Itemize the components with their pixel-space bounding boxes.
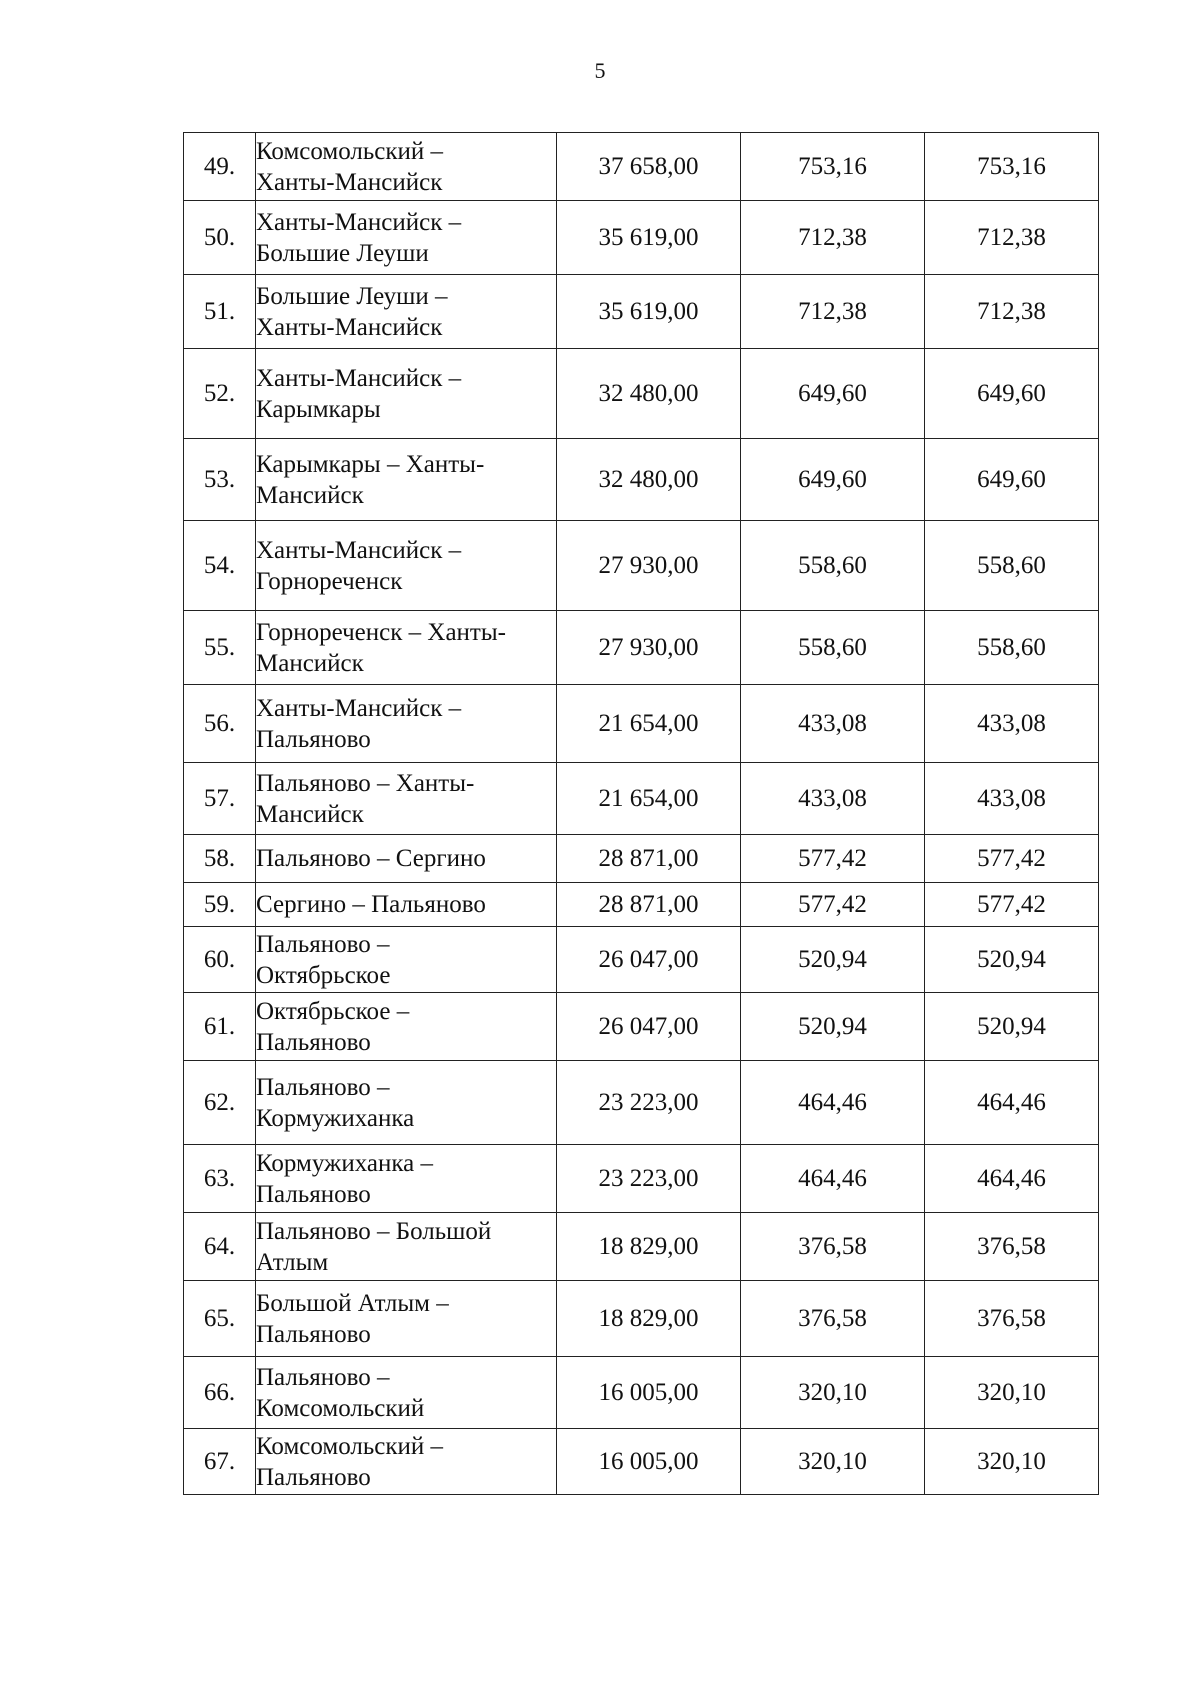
cost-value-a: 712,38 (741, 201, 925, 275)
row-number: 60. (184, 927, 256, 993)
cost-value-a: 320,10 (741, 1357, 925, 1429)
route-name (256, 1213, 557, 1281)
cost-value-b: 558,60 (925, 611, 1099, 685)
route-line: Пальяново (256, 1320, 371, 1348)
route-line: Мансийск (256, 800, 364, 828)
route-line: Пальяново – Сергино (256, 845, 486, 872)
table-row (184, 927, 1099, 993)
table-row (184, 439, 1099, 521)
total-cost: 37 658,00 (557, 133, 741, 201)
route-line: Пальяново (256, 725, 371, 753)
cost-value-b: 712,38 (925, 201, 1099, 275)
route-line: Октябрьское – (256, 997, 410, 1025)
total-cost: 16 005,00 (557, 1357, 741, 1429)
table-row (184, 521, 1099, 611)
route-name (256, 133, 557, 201)
row-number: 52. (184, 349, 256, 439)
total-cost: 35 619,00 (557, 275, 741, 349)
cost-value-a: 376,58 (741, 1281, 925, 1357)
total-cost: 35 619,00 (557, 201, 741, 275)
total-cost: 18 829,00 (557, 1213, 741, 1281)
total-cost: 21 654,00 (557, 763, 741, 835)
cost-value-a: 433,08 (741, 763, 925, 835)
route-line: Сергино – Пальяново (256, 891, 486, 918)
total-cost: 26 047,00 (557, 927, 741, 993)
cost-value-b: 376,58 (925, 1281, 1099, 1357)
cost-value-b: 520,94 (925, 927, 1099, 993)
route-line: Ханты-Мансийск – (256, 536, 462, 564)
route-line: Пальяново – (256, 930, 390, 958)
cost-value-b: 649,60 (925, 349, 1099, 439)
row-number: 50. (184, 201, 256, 275)
row-number: 51. (184, 275, 256, 349)
route-line: Ханты-Мансийск – (256, 694, 462, 722)
route-name (256, 835, 557, 883)
row-number: 62. (184, 1061, 256, 1145)
table-row (184, 201, 1099, 275)
route-line: Атлым (256, 1248, 329, 1276)
route-name (256, 1061, 557, 1145)
route-line: Кормужиханка – (256, 1149, 433, 1177)
route-name (256, 1145, 557, 1213)
total-cost: 32 480,00 (557, 349, 741, 439)
table-row (184, 133, 1099, 201)
cost-value-b: 558,60 (925, 521, 1099, 611)
route-name (256, 349, 557, 439)
cost-value-a: 577,42 (741, 835, 925, 883)
total-cost: 18 829,00 (557, 1281, 741, 1357)
total-cost: 28 871,00 (557, 835, 741, 883)
table-row (184, 1145, 1099, 1213)
total-cost: 26 047,00 (557, 993, 741, 1061)
table-row (184, 1061, 1099, 1145)
route-name (256, 439, 557, 521)
row-number: 57. (184, 763, 256, 835)
routes-table-body (184, 133, 1099, 1495)
route-line: Большие Леуши (256, 239, 429, 267)
table-row (184, 1213, 1099, 1281)
cost-value-a: 376,58 (741, 1213, 925, 1281)
route-name (256, 275, 557, 349)
route-line: Карымкары – Ханты- (256, 450, 485, 478)
route-line: Пальяново – (256, 1363, 390, 1391)
route-line: Ханты-Мансийск – (256, 208, 462, 236)
total-cost: 28 871,00 (557, 883, 741, 927)
total-cost: 27 930,00 (557, 611, 741, 685)
row-number: 49. (184, 133, 256, 201)
row-number: 65. (184, 1281, 256, 1357)
cost-value-b: 753,16 (925, 133, 1099, 201)
route-name (256, 521, 557, 611)
route-line: Пальяново (256, 1463, 371, 1491)
route-line: Пальяново – (256, 1073, 390, 1101)
table-row (184, 349, 1099, 439)
route-line: Октябрьское (256, 961, 391, 989)
route-line: Ханты-Мансийск – (256, 364, 462, 392)
row-number: 55. (184, 611, 256, 685)
route-line: Комсомольский – (256, 1432, 444, 1460)
row-number: 67. (184, 1429, 256, 1495)
route-line: Пальяново (256, 1028, 371, 1056)
route-line: Большой Атлым – (256, 1289, 449, 1317)
cost-value-a: 520,94 (741, 993, 925, 1061)
route-line: Кормужиханка (256, 1104, 415, 1132)
route-name (256, 883, 557, 927)
total-cost: 23 223,00 (557, 1061, 741, 1145)
table-row (184, 611, 1099, 685)
row-number: 58. (184, 835, 256, 883)
cost-value-b: 320,10 (925, 1429, 1099, 1495)
row-number: 56. (184, 685, 256, 763)
route-name (256, 201, 557, 275)
page-number: 5 (594, 58, 606, 83)
table-row (184, 1357, 1099, 1429)
route-name (256, 993, 557, 1061)
cost-value-a: 649,60 (741, 349, 925, 439)
cost-value-a: 464,46 (741, 1061, 925, 1145)
route-name (256, 927, 557, 993)
cost-value-b: 320,10 (925, 1357, 1099, 1429)
row-number: 53. (184, 439, 256, 521)
cost-value-a: 558,60 (741, 521, 925, 611)
cost-value-b: 433,08 (925, 763, 1099, 835)
route-name (256, 685, 557, 763)
routes-table (183, 132, 1099, 1495)
table-row (184, 993, 1099, 1061)
row-number: 64. (184, 1213, 256, 1281)
route-line: Пальяново (256, 1180, 371, 1208)
cost-value-b: 712,38 (925, 275, 1099, 349)
row-number: 66. (184, 1357, 256, 1429)
cost-value-b: 520,94 (925, 993, 1099, 1061)
route-name (256, 1281, 557, 1357)
table-row (184, 1429, 1099, 1495)
cost-value-b: 649,60 (925, 439, 1099, 521)
route-line: Мансийск (256, 481, 364, 509)
route-line: Горнореченск – Ханты- (256, 618, 506, 646)
route-name (256, 1357, 557, 1429)
row-number: 59. (184, 883, 256, 927)
cost-value-a: 433,08 (741, 685, 925, 763)
cost-value-a: 712,38 (741, 275, 925, 349)
route-line: Пальяново – Большой (256, 1217, 492, 1245)
total-cost: 23 223,00 (557, 1145, 741, 1213)
route-name (256, 763, 557, 835)
route-line: Большие Леуши – (256, 282, 448, 310)
route-line: Горнореченск (256, 567, 403, 595)
route-line: Мансийск (256, 649, 364, 677)
route-line: Карымкары (256, 395, 381, 423)
row-number: 54. (184, 521, 256, 611)
table-row (184, 275, 1099, 349)
cost-value-b: 577,42 (925, 835, 1099, 883)
route-line: Комсомольский – (256, 137, 444, 165)
table-row (184, 883, 1099, 927)
cost-value-a: 520,94 (741, 927, 925, 993)
cost-value-a: 558,60 (741, 611, 925, 685)
cost-value-a: 320,10 (741, 1429, 925, 1495)
cost-value-a: 649,60 (741, 439, 925, 521)
row-number: 61. (184, 993, 256, 1061)
route-line: Комсомольский (256, 1394, 425, 1422)
route-line: Ханты-Мансийск (256, 313, 443, 341)
total-cost: 16 005,00 (557, 1429, 741, 1495)
route-line: Ханты-Мансийск (256, 168, 443, 196)
cost-value-a: 753,16 (741, 133, 925, 201)
table-row (184, 835, 1099, 883)
route-name (256, 611, 557, 685)
cost-value-b: 376,58 (925, 1213, 1099, 1281)
table-row (184, 685, 1099, 763)
cost-value-a: 464,46 (741, 1145, 925, 1213)
row-number: 63. (184, 1145, 256, 1213)
cost-value-b: 577,42 (925, 883, 1099, 927)
total-cost: 32 480,00 (557, 439, 741, 521)
total-cost: 27 930,00 (557, 521, 741, 611)
cost-value-a: 577,42 (741, 883, 925, 927)
route-name (256, 1429, 557, 1495)
cost-value-b: 433,08 (925, 685, 1099, 763)
table-row (184, 1281, 1099, 1357)
cost-value-b: 464,46 (925, 1061, 1099, 1145)
table-row (184, 763, 1099, 835)
total-cost: 21 654,00 (557, 685, 741, 763)
route-line: Пальяново – Ханты- (256, 769, 475, 797)
cost-value-b: 464,46 (925, 1145, 1099, 1213)
